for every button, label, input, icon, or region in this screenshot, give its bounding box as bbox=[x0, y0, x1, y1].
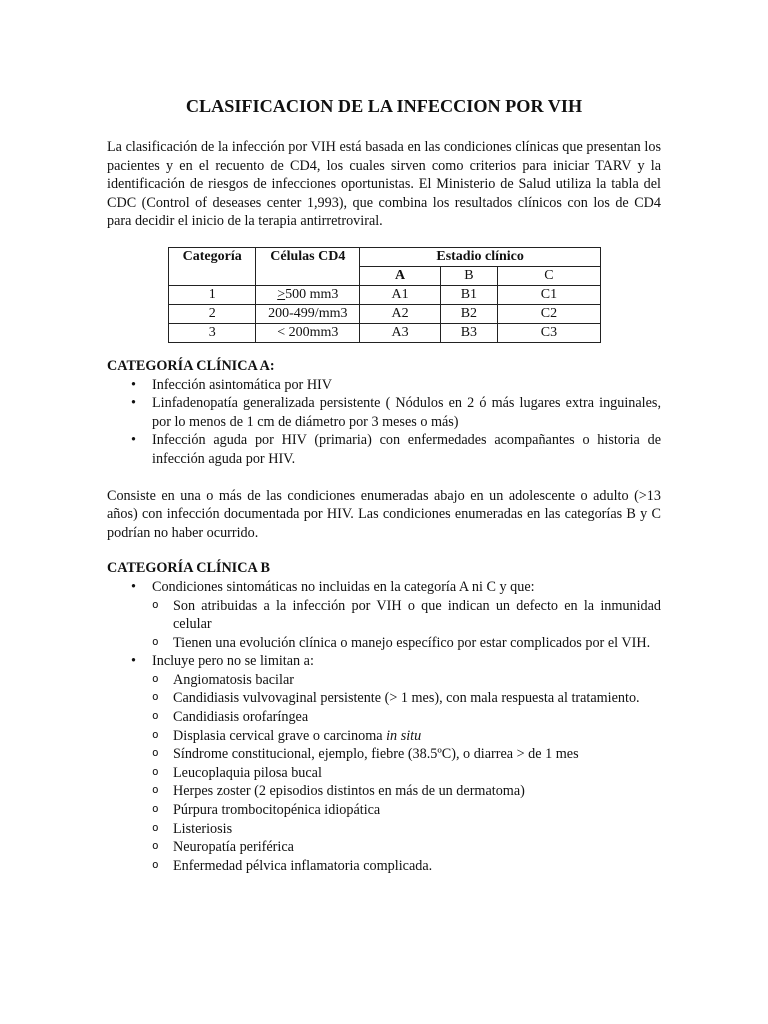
includes-text: Incluye pero no se limitan a: bbox=[152, 653, 314, 670]
header-cd4: Células CD4 bbox=[256, 247, 360, 285]
cell-b: B2 bbox=[440, 304, 497, 323]
document-title: CLASIFICACION DE LA INFECCION POR VIH bbox=[185, 96, 583, 116]
classification-table bbox=[168, 247, 601, 343]
includes-sublist bbox=[152, 671, 661, 876]
list-item bbox=[152, 578, 661, 652]
cell-cd4-value: 500 mm3 bbox=[285, 287, 339, 303]
cell-category: 1 bbox=[169, 285, 256, 304]
category-b-heading: CATEGORÍA CLÍNICA B bbox=[107, 560, 270, 577]
category-b-includes bbox=[107, 652, 661, 875]
sublist-item: o Púrpura trombocitopénica idiopática bbox=[173, 801, 661, 820]
cell-b: B3 bbox=[440, 323, 497, 342]
sublist-item: o Listeriosis bbox=[173, 820, 661, 839]
displasia-italic: in situ bbox=[386, 727, 422, 744]
category-a-heading: CATEGORÍA CLÍNICA A: bbox=[107, 357, 275, 374]
sublist-item: o Leucoplaquia pilosa bucal bbox=[173, 764, 661, 783]
sublist-item: o Herpes zoster (2 episodios distintos en más de un dermatoma) bbox=[173, 782, 661, 801]
table-row bbox=[169, 304, 601, 323]
list-item: • Infección asintomática por HIV bbox=[152, 376, 661, 395]
condition-text: Condiciones sintomáticas no incluidas en la categoría A ni C y que: bbox=[152, 578, 535, 595]
displasia-text: Displasia cervical grave o carcinoma bbox=[173, 727, 387, 744]
header-stage-c: C bbox=[497, 266, 600, 285]
cell-cd4: < 200mm3 bbox=[256, 323, 360, 342]
cell-c: C3 bbox=[497, 323, 600, 342]
sublist-item: o Candidiasis vulvovaginal persistente (> 1 mes), con mala respuesta al tratamiento. bbox=[173, 689, 661, 708]
intro-paragraph: La clasificación de la infección por VIH está basada en las condiciones clínicas que presentan los pacientes y en el recuento de CD4, los cuales sirven como criterios para iniciar TARV y la identificación de riesgos de infecciones oportunistas. El Ministerio de Salud utiliza la tabla del CDC (Control of deseases center 1,993), que combina los resultados clínicos con los de CD4 para decidir el inicio de la terapia antirretroviral. bbox=[107, 139, 661, 230]
table-header-row bbox=[169, 247, 601, 266]
header-stage: Estadio clínico bbox=[360, 247, 601, 266]
category-a-list bbox=[107, 376, 661, 469]
cell-category: 2 bbox=[169, 304, 256, 323]
sublist-item: o Angiomatosis bacilar bbox=[173, 671, 661, 690]
sublist-item: o Son atribuidas a la infección por VIH o que indican un defecto en la inmunidad celular bbox=[173, 597, 661, 634]
list-item: • Infección aguda por HIV (primaria) con enfermedades acompañantes o historia de infección aguda por HIV. bbox=[152, 431, 661, 468]
table-row bbox=[169, 285, 601, 304]
cell-cd4 bbox=[256, 285, 360, 304]
cell-c: C2 bbox=[497, 304, 600, 323]
condition-sublist bbox=[152, 597, 661, 653]
sublist-item: o Enfermedad pélvica inflamatoria complicada. bbox=[173, 857, 661, 876]
cell-category: 3 bbox=[169, 323, 256, 342]
header-stage-b: B bbox=[440, 266, 497, 285]
cell-cd4: 200-499/mm3 bbox=[256, 304, 360, 323]
table-row bbox=[169, 323, 601, 342]
cell-c: C1 bbox=[497, 285, 600, 304]
sublist-item bbox=[173, 727, 661, 746]
sublist-item: o Neuropatía periférica bbox=[173, 838, 661, 857]
cell-b: B1 bbox=[440, 285, 497, 304]
category-a-note: Consiste en una o más de las condiciones enumeradas abajo en un adolescente o adulto (>13 años) con infección documentada por HIV. Las condiciones enumeradas en las categorías B y C podrían no haber ocurrido. bbox=[107, 487, 661, 541]
cell-a: A1 bbox=[360, 285, 441, 304]
sublist-item: o Tienen una evolución clínica o manejo específico por estar complicados por el VIH. bbox=[173, 634, 661, 653]
sublist-item: o Síndrome constitucional, ejemplo, fiebre (38.5ºC), o diarrea > de 1 mes bbox=[173, 745, 661, 764]
header-stage-a: A bbox=[360, 266, 441, 285]
category-b-conditions bbox=[107, 578, 661, 652]
header-category: Categoría bbox=[169, 247, 256, 285]
list-item: • Linfadenopatía generalizada persistente ( Nódulos en 2 ó más lugares extra inguinales, por lo menos de 1 cm de diámetro por 3 meses o más) bbox=[152, 394, 661, 431]
cell-a: A3 bbox=[360, 323, 441, 342]
sublist-item: o Candidiasis orofaríngea bbox=[173, 708, 661, 727]
cell-cd4-symbol: > bbox=[277, 287, 286, 303]
cell-a: A2 bbox=[360, 304, 441, 323]
list-item bbox=[152, 652, 661, 875]
